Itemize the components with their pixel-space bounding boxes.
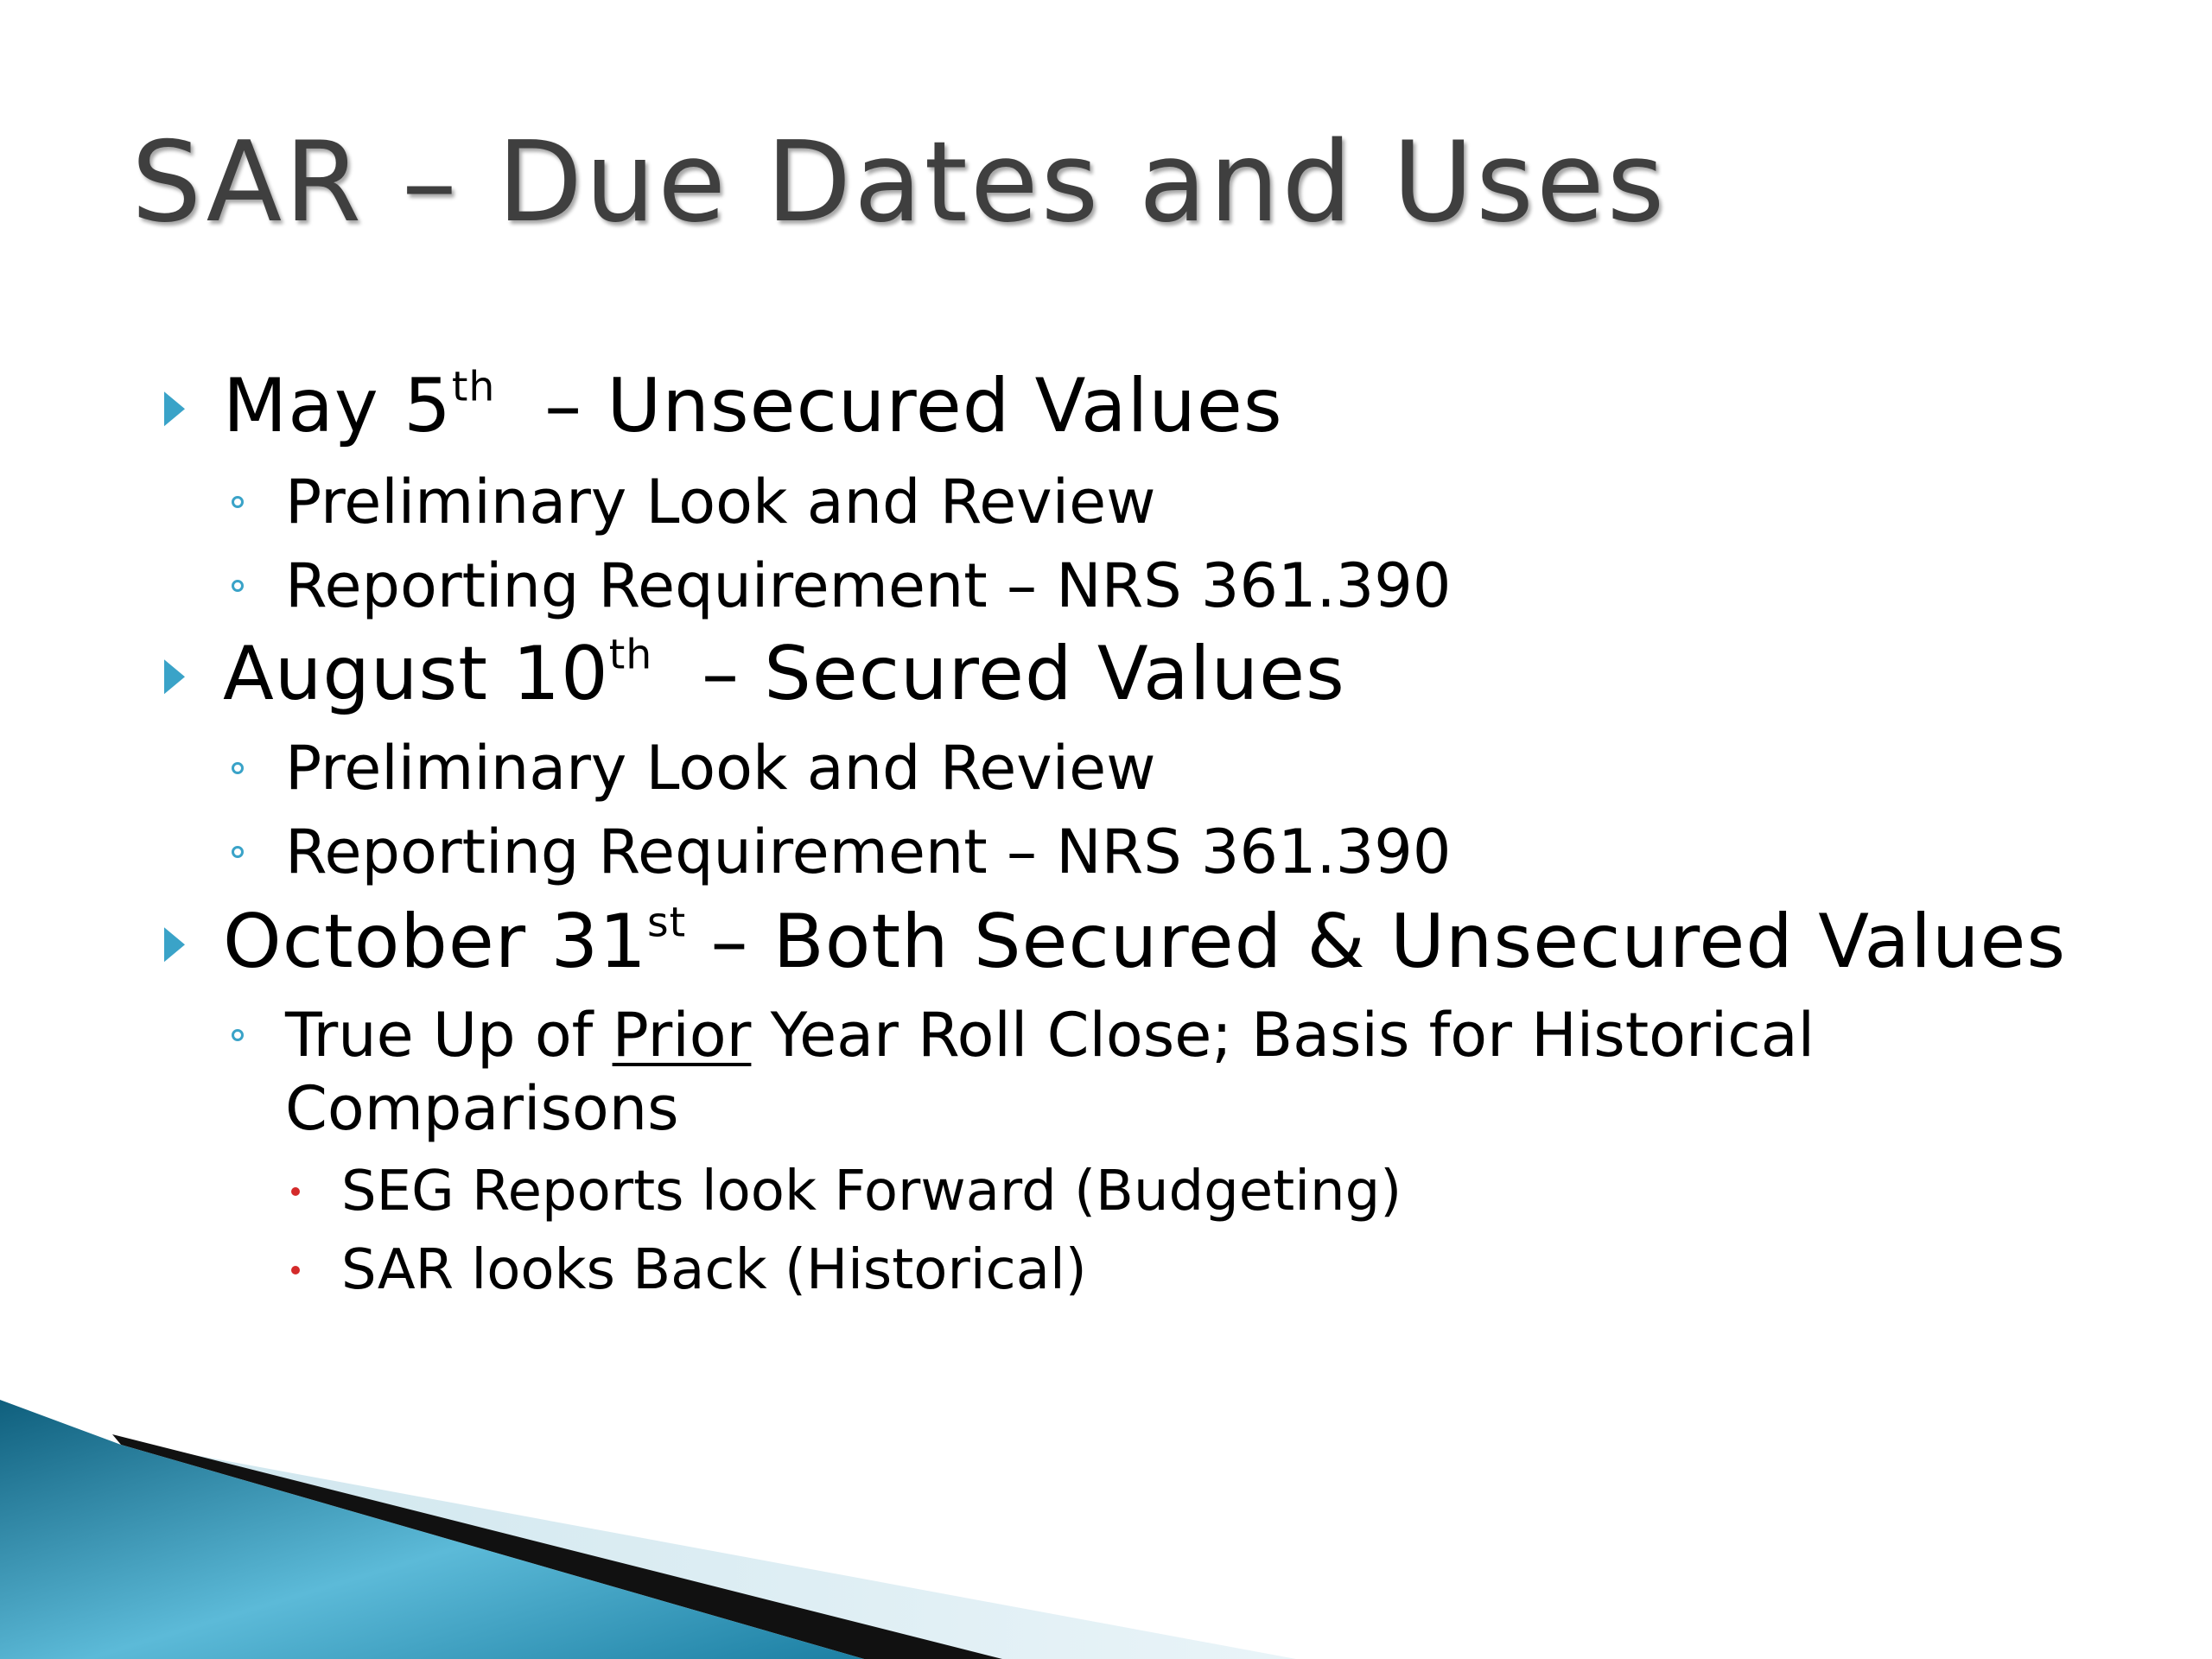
slide-title: SAR – Due Dates and Uses bbox=[131, 118, 1668, 247]
underlined-word: Prior bbox=[612, 1000, 752, 1071]
sub-item-text: Reporting Requirement – NRS 361.390 bbox=[285, 817, 1452, 887]
bullet-text: – Both Secured & Unsecured Values bbox=[686, 899, 2067, 985]
sub-sub-item-text: SEG Reports look Forward (Budgeting) bbox=[341, 1160, 1402, 1224]
sub-item-text-end: Year Roll Close; Basis for Historical bbox=[751, 1000, 1815, 1071]
date-ordinal-suffix: th bbox=[451, 363, 496, 411]
sub-item-text-start: True Up of bbox=[285, 1000, 613, 1071]
sub-item-text-continuation: Comparisons bbox=[285, 1073, 679, 1144]
bullet-date: October 31 bbox=[223, 899, 647, 985]
bullet-text: – Secured Values bbox=[652, 631, 1345, 717]
bullet-text: – Unsecured Values bbox=[495, 363, 1283, 449]
bullet-date: May 5 bbox=[223, 363, 452, 449]
bullet-date: August 10 bbox=[223, 631, 609, 717]
sub-item-text: Preliminary Look and Review bbox=[285, 467, 1156, 537]
date-ordinal-suffix: th bbox=[608, 631, 653, 679]
sub-item-text: Preliminary Look and Review bbox=[285, 733, 1156, 804]
sub-item-text: Reporting Requirement – NRS 361.390 bbox=[285, 550, 1452, 621]
date-ordinal-suffix: st bbox=[646, 899, 687, 947]
sub-sub-item-text: SAR looks Back (Historical) bbox=[341, 1238, 1087, 1302]
